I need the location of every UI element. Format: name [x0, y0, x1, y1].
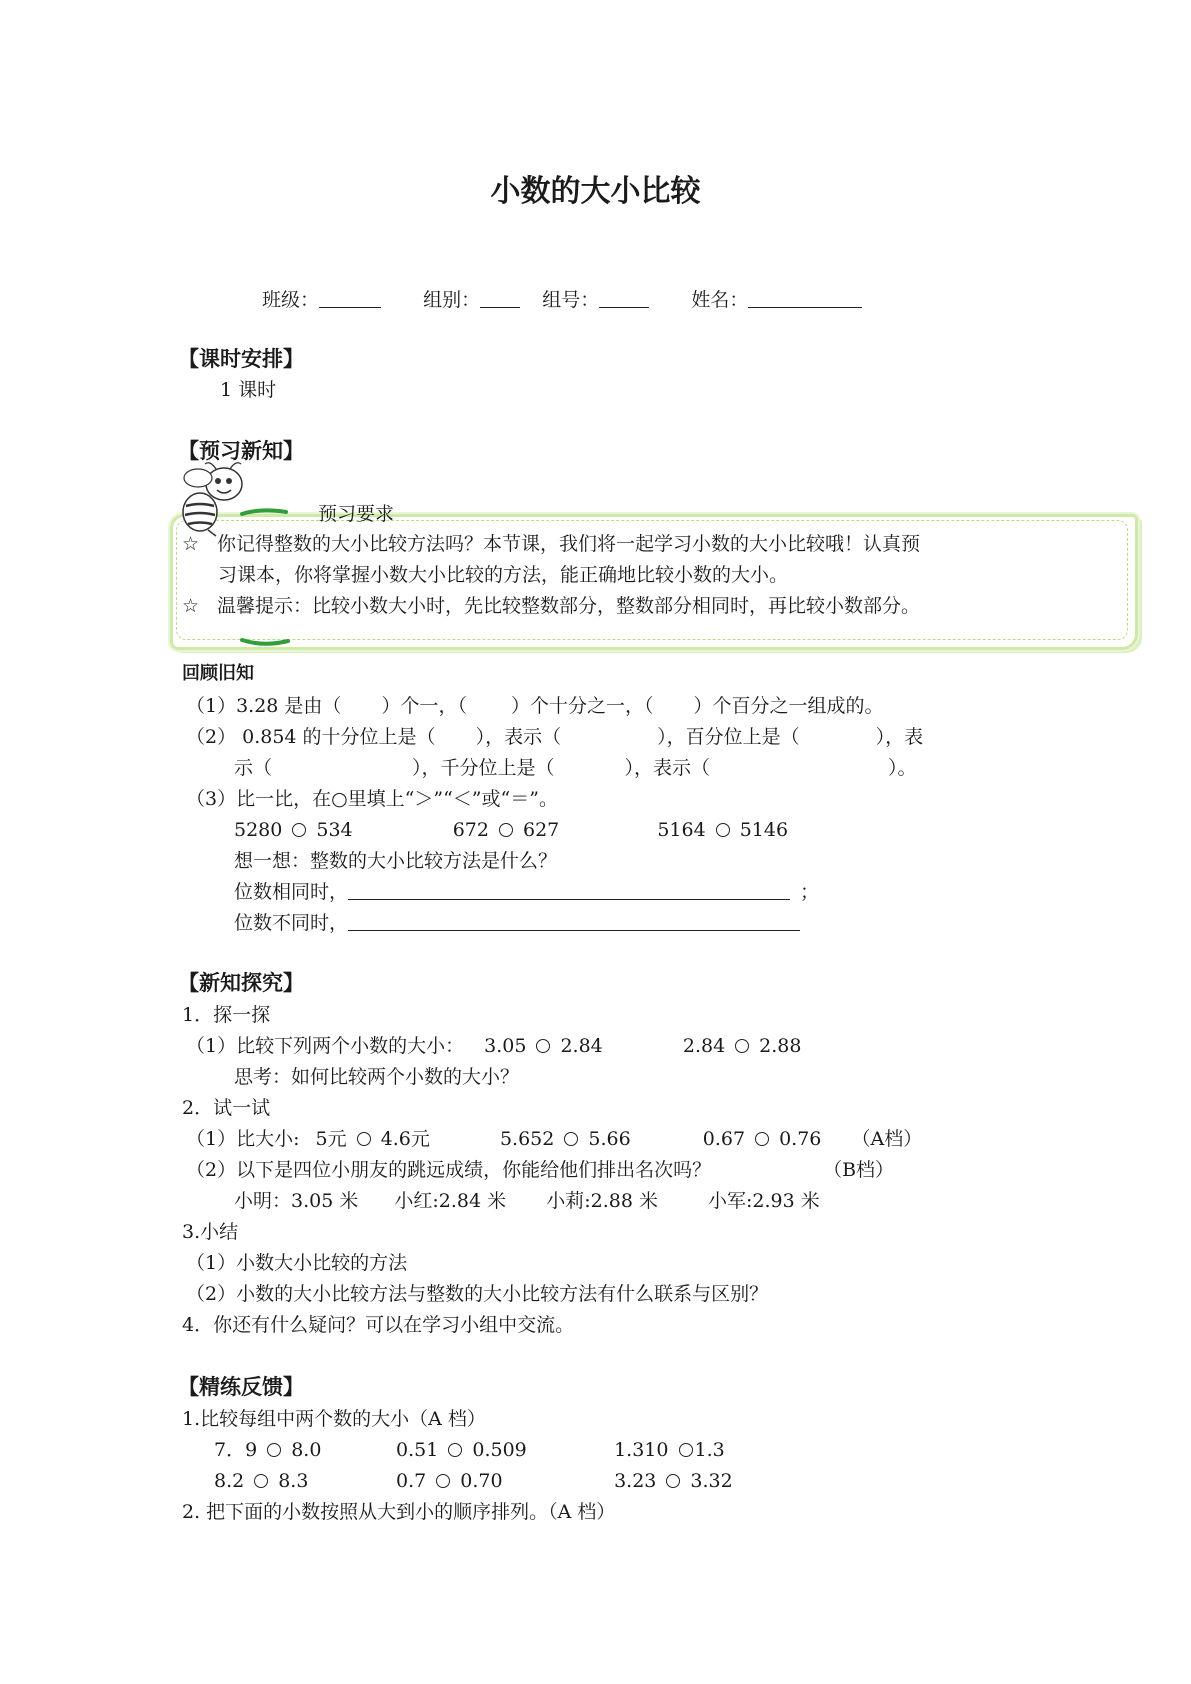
review-q3: （3）比一比，在○里填上“＞”“＜”或“＝”。: [186, 788, 558, 810]
level-badge: （B档）: [823, 1159, 895, 1181]
practice-row-2: [214, 1467, 733, 1495]
group-field[interactable]: [480, 287, 520, 308]
answer-circle[interactable]: [564, 1132, 578, 1146]
name-field[interactable]: [748, 287, 862, 308]
diff-digits-answer-line[interactable]: [348, 910, 800, 931]
same-digits-answer-line[interactable]: [348, 879, 790, 900]
answer-circle[interactable]: [267, 1443, 281, 1457]
preview-item2-text: 温馨提示：比较小数大小时，先比较整数部分，整数部分相同时，再比较小数部分。: [217, 595, 921, 617]
compare-item: 672 627: [452, 819, 560, 841]
compare-item: 3.05 2.84: [484, 1035, 603, 1057]
group-label: 组别：: [423, 289, 481, 311]
explore-s1-think: 思考：如何比较两个小数的大小？: [234, 1066, 520, 1088]
star-icon: ☆: [182, 533, 200, 555]
name-label: 姓名：: [691, 289, 749, 311]
practice-row-1: [214, 1436, 725, 1464]
explore-s2: 2．试一试: [182, 1097, 271, 1119]
compare-item: 7．9 8.0: [214, 1439, 322, 1461]
student-info-row: [262, 286, 862, 314]
compare-item: 0.51 0.509: [396, 1439, 527, 1461]
score-item: 小莉:2.88 米: [546, 1190, 658, 1212]
answer-circle[interactable]: [755, 1132, 769, 1146]
explore-s2-q1: （1）比大小: 5元 4.6元 5.652 5.66 0.67 0.76 （A档）: [186, 1128, 923, 1150]
compare-item: 1.310 1.3: [614, 1439, 725, 1461]
level-badge: （A档）: [851, 1128, 923, 1150]
explore-s3-q1: （1）小数大小比较的方法: [186, 1252, 408, 1274]
compare-item: 2.84 2.88: [682, 1035, 802, 1057]
answer-circle[interactable]: [436, 1474, 450, 1488]
compare-item: 0.67 0.76: [702, 1128, 822, 1150]
explore-scores: [234, 1187, 820, 1215]
review-q2-line1: （2） 0.854 的十分位上是（ ），表示（ ），百分位上是（ ），表: [186, 726, 924, 748]
answer-circle[interactable]: [448, 1443, 462, 1457]
answer-circle[interactable]: [716, 823, 730, 837]
page-title: 小数的大小比较: [490, 174, 701, 209]
answer-circle[interactable]: [292, 823, 306, 837]
answer-circle[interactable]: [499, 823, 513, 837]
explore-s3: 3.小结: [182, 1221, 239, 1243]
review-think: 想一想：整数的大小比较方法是什么？: [234, 850, 558, 872]
green-swoosh-bottom-icon: [240, 636, 290, 648]
compare-item: 3.23 3.32: [614, 1470, 733, 1492]
explore-s3-q2: （2）小数的大小比较方法与整数的大小比较方法有什么联系与区别？: [186, 1283, 769, 1305]
explore-s1-q1: （1）比较下列两个小数的大小： 3.05 2.84 2.84 2.88: [186, 1035, 802, 1057]
answer-circle[interactable]: [679, 1443, 693, 1457]
explore-s1: 1．探一探: [182, 1004, 271, 1026]
review-diff-digits: 位数不同时，: [234, 909, 800, 937]
star-icon: ☆: [182, 595, 200, 617]
answer-circle[interactable]: [666, 1474, 680, 1488]
review-compare-row: [234, 816, 788, 844]
compare-item: 5元 4.6元: [315, 1128, 430, 1150]
preview-item1-text: 你记得整数的大小比较方法吗？本节课，我们将一起学习小数的大小比较哦！认真预: [217, 533, 921, 555]
compare-item: 5164 5146: [657, 819, 789, 841]
practice-heading: 【精练反馈】: [178, 1375, 304, 1399]
preview-item1-line2: 习课本，你将掌握小数大小比较的方法，能正确地比较小数的大小。: [218, 564, 789, 586]
schedule-heading: 【课时安排】: [178, 347, 304, 371]
answer-circle[interactable]: [357, 1132, 371, 1146]
review-heading: 回顾旧知: [182, 663, 254, 684]
compare-item: 5280 534: [234, 819, 353, 841]
preview-heading: 【预习新知】: [178, 439, 304, 463]
score-item: 小明：3.05 米: [234, 1190, 359, 1212]
green-swoosh-icon: [240, 506, 288, 518]
practice-q1: 1.比较每组中两个数的大小（A 档）: [182, 1408, 486, 1430]
explore-s2-q2: （2）以下是四位小朋友的跳远成绩，你能给他们排出名次吗？ （B档）: [186, 1159, 895, 1181]
group-number-label: 组号：: [542, 289, 600, 311]
schedule-text: 1 课时: [220, 379, 277, 401]
preview-requirement-title: 预习要求: [318, 503, 395, 525]
score-item: 小军:2.93 米: [708, 1190, 820, 1212]
group-number-field[interactable]: [599, 287, 649, 308]
compare-item: 8.2 8.3: [214, 1470, 309, 1492]
bee-icon: [172, 460, 258, 540]
preview-item2: [182, 592, 920, 620]
compare-item: 5.652 5.66: [499, 1128, 631, 1150]
review-q1: （1）3.28 是由（ ）个一，（ ）个十分之一，（ ）个百分之一组成的。: [186, 695, 884, 717]
explore-heading: 【新知探究】: [178, 971, 304, 995]
practice-q2: 2. 把下面的小数按照从大到小的顺序排列。（A 档）: [182, 1501, 616, 1523]
answer-circle[interactable]: [536, 1039, 550, 1053]
review-q2-line2: 示（ ），千分位上是（ ），表示（ ）。: [234, 757, 917, 779]
review-same-digits: 位数相同时， ；: [234, 881, 820, 903]
explore-s4: 4．你还有什么疑问？可以在学习小组中交流。: [182, 1314, 575, 1336]
preview-item1-line1: [182, 530, 920, 558]
compare-item: 0.7 0.70: [396, 1470, 503, 1492]
answer-circle[interactable]: [735, 1039, 749, 1053]
answer-circle[interactable]: [254, 1474, 268, 1488]
class-label: 班级：: [262, 289, 320, 311]
score-item: 小红:2.84 米: [394, 1190, 507, 1212]
class-field[interactable]: [319, 287, 381, 308]
